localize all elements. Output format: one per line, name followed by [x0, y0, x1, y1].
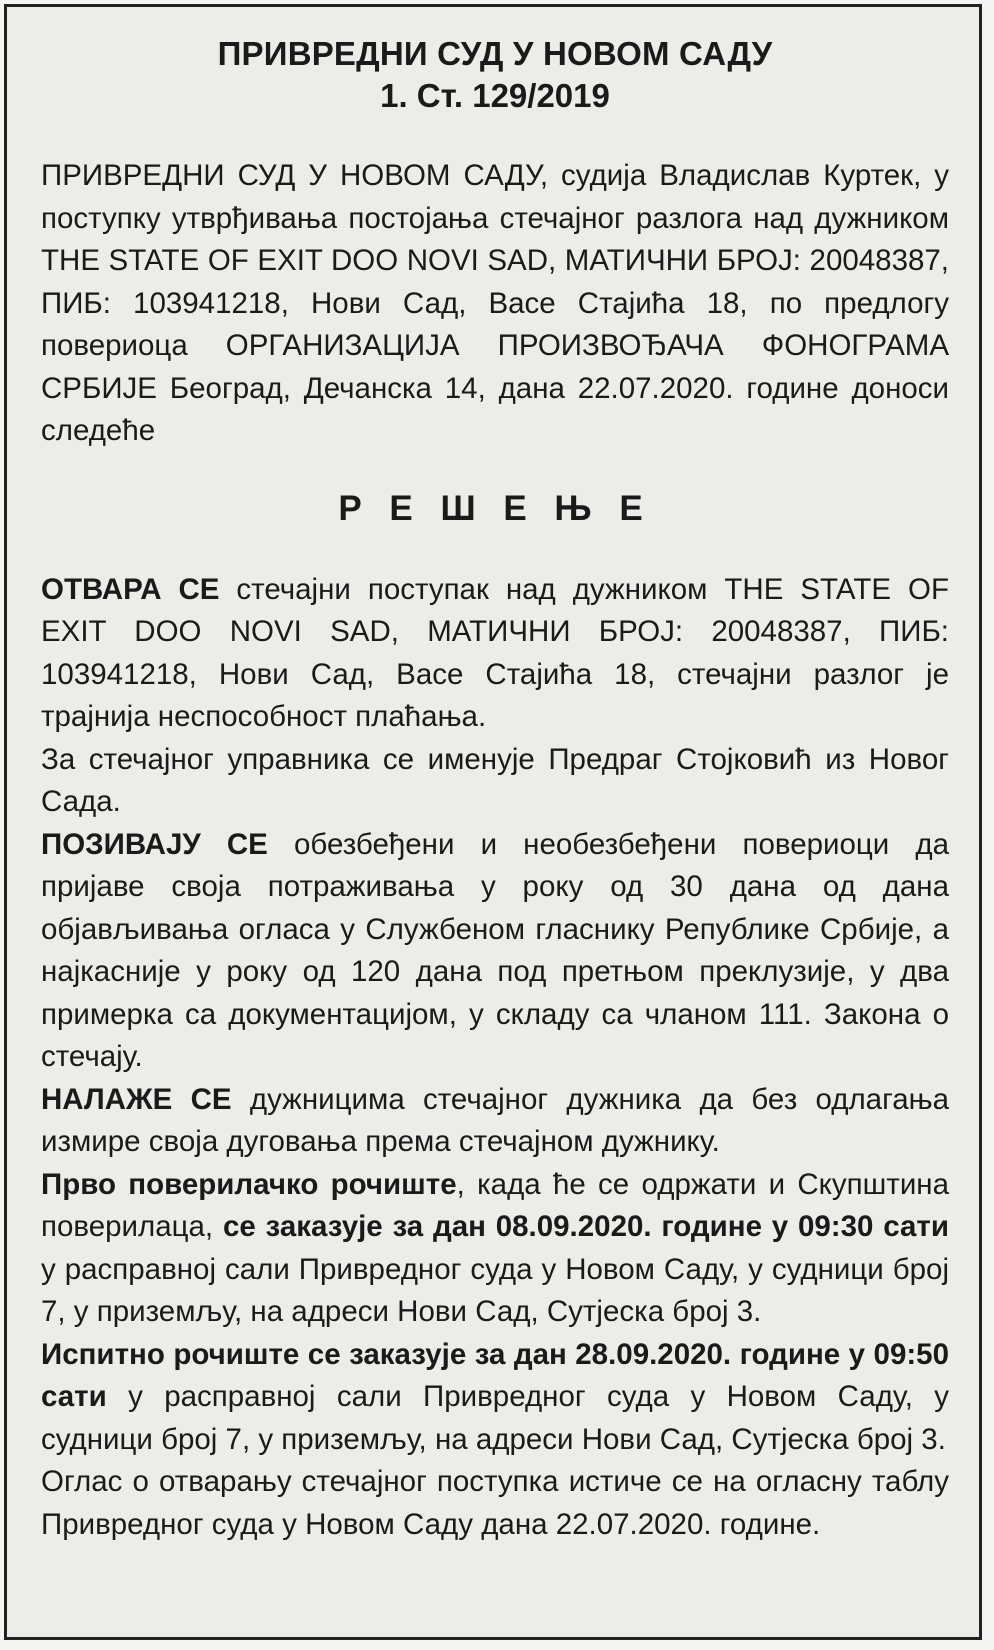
paragraph-examination-hearing — [41, 1334, 949, 1462]
paragraph-debtors-text: дужницима стечајног дужника да без одлагања измире своја дуговања према стечајном дужнику. — [41, 1082, 949, 1158]
paragraph-first-hearing-date: се заказује за дан 08.09.2020. године у 09:30 сати — [222, 1210, 949, 1243]
paragraph-first-hearing-text-2: у расправној сали Привредног суда у Новом Саду, у судници број 7, у приземљу, на адреси Нови Сад, Сутјеска број 3. — [41, 1252, 949, 1328]
paragraph-opening-text: стечајни поступак над дужником THE STATE OF EXIT DOO NOVI SAD, МАТИЧНИ БРОЈ: 20048387, ПИБ: 103941218, Нови Сад, Васе Стајића 18, стечајни разлог је трајнија неспособност плаћања. — [41, 572, 949, 733]
paragraph-first-hearing-lead: Прво поверилачко рочиште — [41, 1167, 457, 1201]
paragraph-trustee — [41, 739, 949, 824]
court-title: ПРИВРЕДНИ СУД У НОВОМ САДУ — [217, 35, 773, 72]
paragraph-creditors-lead: ПОЗИВАЈУ СЕ — [41, 827, 268, 861]
case-number: 1. Ст. 129/2019 — [380, 77, 610, 114]
paragraph-examination-hearing-text: у расправној сали Привредног суда у Новом Саду, у судници број 7, у приземљу, на адреси Нови Сад, Сутјеска број 3. — [41, 1380, 949, 1456]
paragraph-examination-hearing-lead: Испитно рочиште се заказује за дан 28.09.2020. године у 09:50 сати — [41, 1337, 949, 1413]
paragraph-first-hearing — [41, 1164, 949, 1334]
decision-heading: Р Е Ш Е Њ Е — [338, 488, 652, 528]
paragraph-trustee-text: За стечајног управника се именује Предраг Стојковић из Новог Сада. — [41, 742, 949, 818]
paragraph-creditors-text: обезбеђени и необезбеђени повериоци да пријаве своја потраживања у року од 30 дана од дана објављивања огласа у Службеном гласнику Републике Србије, а најкасније у року од 120 дана под претњом преклузије, у два примерка са документацијом, у складу са чланом 111. Закона о стечају. — [41, 827, 950, 1073]
paragraph-notice-board — [41, 1461, 949, 1546]
paragraph-creditors — [41, 824, 949, 1079]
paragraph-first-hearing-text-1: , када ће се одржати и Скупштина поверилаца, — [41, 1167, 950, 1243]
paragraph-notice-board-text: Оглас о отварању стечајног поступка истиче се на огласну таблу Привредног суда у Новом Саду дана 22.07.2020. године. — [41, 1465, 949, 1541]
paragraph-opening — [41, 569, 949, 739]
intro-paragraph: ПРИВРЕДНИ СУД У НОВОМ САДУ, судија Владислав Куртек, у поступку утврђивања постојања стечајног разлога над дужником THE STATE OF EXIT DOO NOVI SAD, МАТИЧНИ БРОЈ: 20048387, ПИБ: 103941218, Нови Сад, Васе Стајића 18, по предлогу повериоца ОРГАНИЗАЦИЈА ПРОИЗВОЂАЧА ФОНОГРАМА СРБИЈЕ Београд, Дечанска 14, дана 22.07.2020. године доноси следеће — [41, 159, 949, 447]
paragraph-opening-lead: ОТВАРА СЕ — [41, 572, 220, 606]
paragraph-debtors-lead: НАЛАЖЕ СЕ — [41, 1082, 232, 1116]
court-notice — [4, 4, 982, 1640]
paragraph-debtors — [41, 1079, 949, 1164]
